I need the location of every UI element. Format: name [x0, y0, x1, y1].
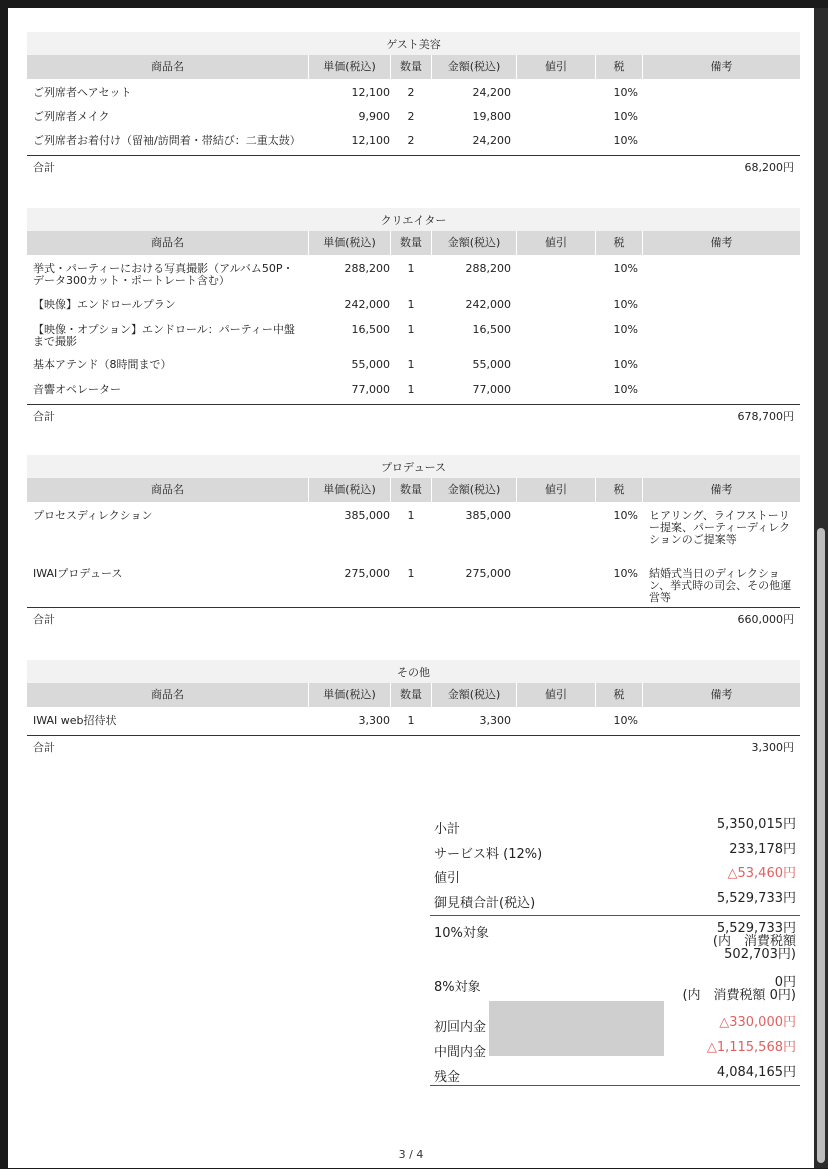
summary-value: 5,529,733円: [716, 891, 796, 906]
total-label: 合計: [33, 741, 55, 754]
item-name: プロセスディレクション: [33, 509, 153, 522]
quantity: 1: [407, 262, 415, 275]
amount: 242,000: [465, 298, 511, 311]
item-name: 音響オペレーター: [33, 383, 121, 396]
item-name: 基本アテンド（8時間まで）: [33, 358, 172, 371]
section-guest-beauty: [27, 32, 800, 174]
tax10-consumption-label: (内 消費税額: [712, 934, 796, 949]
summary-label: 値引: [434, 871, 461, 886]
summary-value: [713, 922, 796, 961]
amount: 275,000: [465, 567, 511, 580]
note: ヒアリング、ライフストーリー提案、パーティーディレクションのご提案等: [649, 509, 791, 546]
note: 結婚式当日のディレクション、挙式時の司会、その他運営等: [649, 567, 792, 604]
summary-service-fee: [430, 843, 800, 867]
amount: 24,200: [472, 86, 511, 99]
header-discount: 値引: [517, 478, 595, 502]
note: [643, 324, 800, 359]
header-amount: 金額(税込): [432, 683, 516, 707]
discount: [517, 111, 595, 135]
amount: 77,000: [472, 383, 511, 396]
tax-rate: 10%: [613, 110, 638, 123]
summary-value: △53,460円: [727, 866, 796, 881]
quantity: 1: [407, 358, 415, 371]
table-row: [27, 384, 800, 404]
tax-rate: 10%: [613, 298, 638, 311]
discount: [517, 359, 595, 384]
summary-label: 小計: [434, 822, 461, 837]
redaction-box: [489, 1001, 664, 1056]
header-discount: 値引: [517, 683, 595, 707]
tax-rate: 10%: [613, 134, 638, 147]
header-discount: 値引: [517, 55, 595, 79]
summary-subtotal: [430, 818, 800, 843]
header-item-name: 商品名: [27, 231, 308, 255]
table-row: [27, 135, 800, 155]
tax8-amount: 0円: [774, 975, 796, 990]
quantity: 1: [407, 383, 415, 396]
summary-value: 4,084,165円: [716, 1065, 796, 1080]
header-note: 備考: [643, 231, 800, 255]
header-quantity: 数量: [391, 478, 431, 502]
summary-discount: [430, 867, 800, 892]
section-total: [27, 735, 800, 754]
quantity: 2: [407, 86, 415, 99]
total-label: 合計: [33, 613, 55, 626]
total-label: 合計: [33, 410, 55, 423]
unit-price: 9,900: [358, 110, 390, 123]
section-title: クリエイター: [27, 208, 800, 231]
header-unit-price: 単価(税込): [309, 683, 390, 707]
tax-rate: 10%: [613, 86, 638, 99]
unit-price: 385,000: [344, 509, 390, 522]
header-item-name: 商品名: [27, 683, 308, 707]
item-name: 挙式・パーティーにおける写真撮影（アルバム50P・データ300カット・ポートレート含む）: [33, 262, 294, 287]
discount: [517, 324, 595, 359]
amount: 19,800: [472, 110, 511, 123]
unit-price: 242,000: [344, 298, 390, 311]
summary-label: 初回内金: [434, 1020, 487, 1035]
note: [643, 263, 800, 299]
discount: [517, 715, 595, 735]
tax8-consumption: (内 消費税額 0円): [682, 988, 796, 1003]
unit-price: 12,100: [351, 86, 390, 99]
section-creator: [27, 208, 800, 423]
discount: [517, 135, 595, 155]
header-unit-price: 単価(税込): [309, 231, 390, 255]
discount: [517, 568, 595, 607]
unit-price: 16,500: [351, 323, 390, 336]
tax-rate: 10%: [613, 567, 638, 580]
item-name: 【映像・オプション】エンドロール：パーティー中盤まで撮影: [33, 323, 295, 348]
amount: 3,300: [479, 714, 511, 727]
header-item-name: 商品名: [27, 478, 308, 502]
table-row: [27, 111, 800, 135]
section-produce: [27, 455, 800, 626]
table-header: [27, 478, 800, 502]
amount: 288,200: [465, 262, 511, 275]
summary-label: 中間内金: [434, 1045, 487, 1060]
page-number: 3 / 4: [398, 1148, 424, 1161]
table-row: [27, 87, 800, 111]
summary-value: △330,000円: [719, 1015, 796, 1030]
note: [643, 135, 800, 155]
item-name: ご列席者お着付け（留袖/訪問着・帯結び：二重太鼓）: [33, 134, 301, 147]
summary-label: 8%対象: [434, 980, 481, 995]
unit-price: 3,300: [358, 714, 390, 727]
header-quantity: 数量: [391, 55, 431, 79]
header-note: 備考: [643, 683, 800, 707]
note: [643, 359, 800, 384]
header-tax: 税: [596, 55, 642, 79]
discount: [517, 263, 595, 299]
unit-price: 275,000: [344, 567, 390, 580]
tax-rate: 10%: [613, 323, 638, 336]
quantity: 1: [407, 298, 415, 311]
quantity: 1: [407, 323, 415, 336]
item-name: IWAIプロデュース: [33, 567, 123, 580]
tax10-consumption-value: 502,703円): [724, 947, 796, 962]
tax-rate: 10%: [613, 714, 638, 727]
unit-price: 288,200: [344, 262, 390, 275]
header-item-name: 商品名: [27, 55, 308, 79]
item-name: IWAI web招待状: [33, 714, 117, 727]
note: [643, 87, 800, 111]
table-row: [27, 299, 800, 324]
summary-label: 御見積合計(税込): [434, 896, 536, 911]
total-value: 68,200円: [744, 161, 794, 174]
header-amount: 金額(税込): [432, 478, 516, 502]
summary-label: サービス料 (12%): [434, 847, 543, 862]
item-name: 【映像】エンドロールプラン: [33, 298, 176, 311]
header-unit-price: 単価(税込): [309, 478, 390, 502]
quantity: 1: [407, 509, 415, 522]
table-row: [27, 510, 800, 568]
header-discount: 値引: [517, 231, 595, 255]
section-other: [27, 660, 800, 754]
table-row: [27, 568, 800, 607]
tax10-amount: 5,529,733円: [716, 921, 796, 936]
note: [643, 299, 800, 324]
header-amount: 金額(税込): [432, 231, 516, 255]
total-value: 660,000円: [737, 613, 794, 626]
summary-label: 残金: [434, 1070, 461, 1085]
discount: [517, 87, 595, 111]
header-tax: 税: [596, 683, 642, 707]
note: [643, 111, 800, 135]
table-row: [27, 715, 800, 735]
quantity: 1: [407, 714, 415, 727]
table-header: [27, 683, 800, 707]
section-title: その他: [27, 660, 800, 683]
summary-value: 233,178円: [729, 842, 796, 857]
item-name: ご列席者メイク: [33, 110, 110, 123]
amount: 55,000: [472, 358, 511, 371]
tax-rate: 10%: [613, 383, 638, 396]
quantity: 1: [407, 567, 415, 580]
table-row: [27, 359, 800, 384]
summary-value: [682, 976, 796, 1002]
scrollbar-thumb[interactable]: [817, 528, 825, 1163]
table-header: [27, 55, 800, 79]
tax-rate: 10%: [613, 262, 638, 275]
tax-rate: 10%: [613, 358, 638, 371]
table-row: [27, 263, 800, 299]
total-value: 3,300円: [751, 741, 794, 754]
section-total: [27, 404, 800, 423]
discount: [517, 299, 595, 324]
item-name: ご列席者ヘアセット: [33, 86, 132, 99]
note: [643, 715, 800, 735]
quantity: 2: [407, 134, 415, 147]
section-total: [27, 607, 800, 626]
header-unit-price: 単価(税込): [309, 55, 390, 79]
tax-rate: 10%: [613, 509, 638, 522]
summary-value: △1,115,568円: [706, 1040, 796, 1055]
amount: 16,500: [472, 323, 511, 336]
amount: 24,200: [472, 134, 511, 147]
amount: 385,000: [465, 509, 511, 522]
summary-label: 10%対象: [434, 926, 489, 941]
section-title: ゲスト美容: [27, 32, 800, 55]
document-page: [8, 8, 814, 1168]
header-tax: 税: [596, 478, 642, 502]
unit-price: 77,000: [351, 383, 390, 396]
summary-balance: [430, 1066, 800, 1086]
header-amount: 金額(税込): [432, 55, 516, 79]
section-title: プロデュース: [27, 455, 800, 478]
table-row: [27, 324, 800, 359]
discount: [517, 510, 595, 568]
summary-tax10: [430, 916, 800, 976]
note: [643, 384, 800, 404]
unit-price: 12,100: [351, 134, 390, 147]
unit-price: 55,000: [351, 358, 390, 371]
header-tax: 税: [596, 231, 642, 255]
summary-value: 5,350,015円: [716, 817, 796, 832]
section-total: [27, 155, 800, 174]
header-note: 備考: [643, 55, 800, 79]
header-quantity: 数量: [391, 683, 431, 707]
header-note: 備考: [643, 478, 800, 502]
quantity: 2: [407, 110, 415, 123]
table-header: [27, 231, 800, 255]
discount: [517, 384, 595, 404]
header-quantity: 数量: [391, 231, 431, 255]
summary-estimate-total: [430, 892, 800, 916]
total-label: 合計: [33, 161, 55, 174]
total-value: 678,700円: [737, 410, 794, 423]
